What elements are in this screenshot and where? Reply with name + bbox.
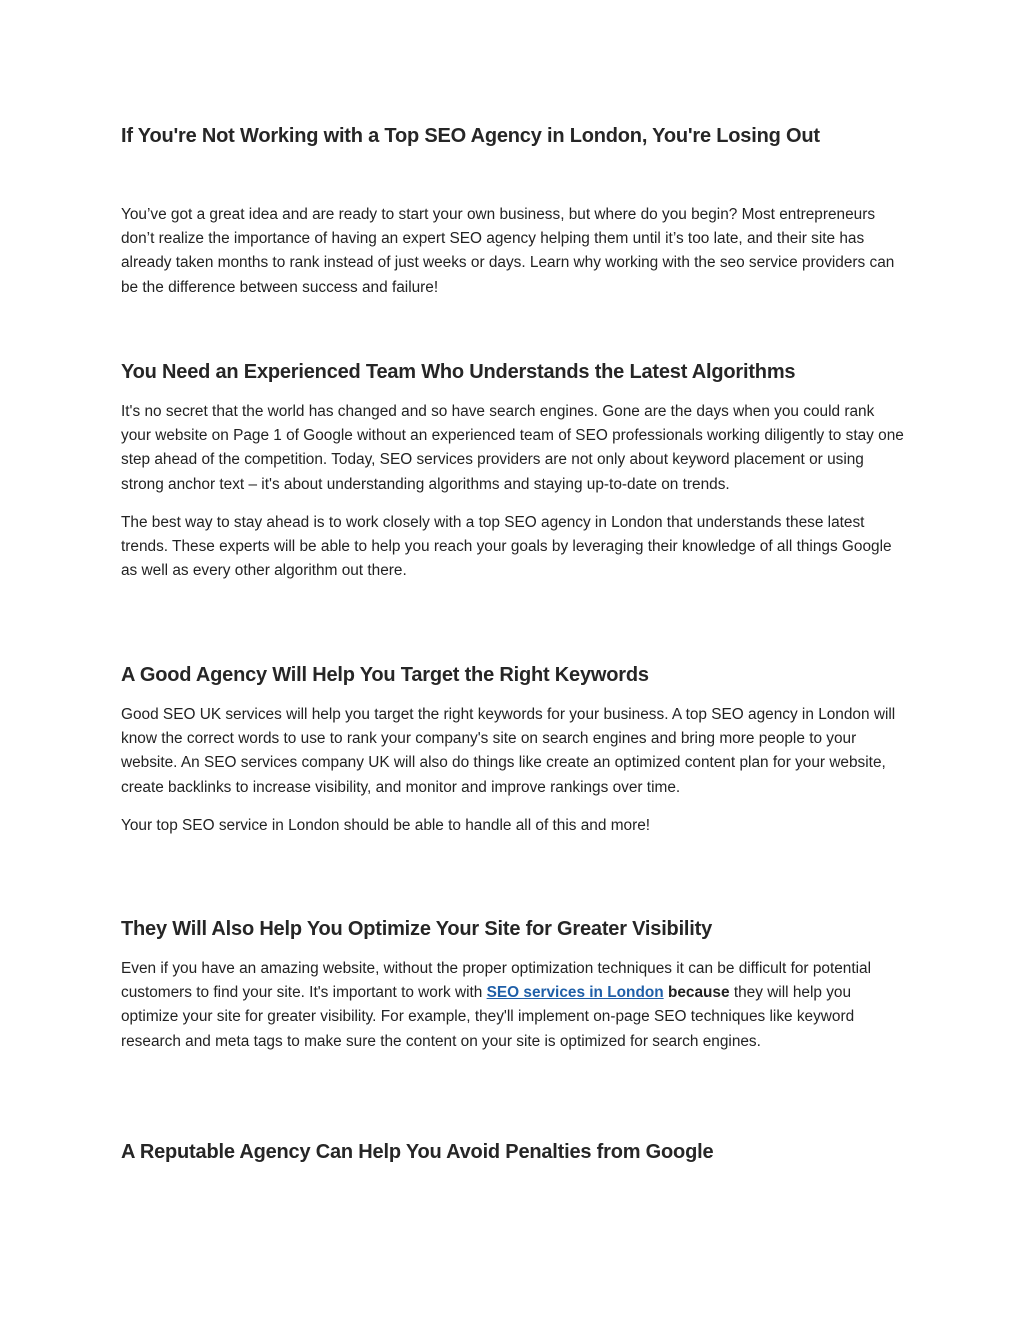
section-keywords bbox=[121, 662, 906, 838]
section-heading-algorithms: You Need an Experienced Team Who Understands the Latest Algorithms bbox=[121, 361, 796, 383]
section-penalties bbox=[121, 1139, 906, 1165]
bold-word: because bbox=[667, 984, 730, 1002]
section-heading-visibility: They Will Also Help You Optimize Your Site for Greater Visibility bbox=[121, 918, 713, 940]
intro-paragraph: You’ve got a great idea and are ready to start your own business, but where do you begin? Most entrepreneurs don’t realize the importance of having an expert SEO agency helping them until it’s too late, and their site has already taken months to rank instead of just weeks or days. Learn why working with the seo service providers can be the difference between success and failure! bbox=[121, 206, 895, 296]
section-keywords-paragraph-2: Your top SEO service in London should be able to handle all of this and more! bbox=[121, 816, 651, 834]
intro-block bbox=[121, 203, 906, 300]
paragraph-text-before-link: Even if you have an amazing website, without the proper optimization techniques it can be difficult for potential customers to find your site. It's important to work with bbox=[121, 960, 872, 1002]
seo-services-london-link[interactable]: SEO services in London bbox=[486, 984, 664, 1002]
section-heading-keywords: A Good Agency Will Help You Target the Right Keywords bbox=[121, 664, 649, 686]
section-visibility-paragraph bbox=[121, 957, 906, 1054]
section-heading-penalties: A Reputable Agency Can Help You Avoid Penalties from Google bbox=[121, 1141, 714, 1163]
section-algorithms-paragraph-2: The best way to stay ahead is to work closely with a top SEO agency in London that understands these latest trends. These experts will be able to help you reach your goals by leveraging their knowledge of all things Google as well as every other algorithm out there. bbox=[121, 513, 892, 580]
page-title: If You're Not Working with a Top SEO Agency in London, You're Losing Out bbox=[121, 125, 820, 147]
section-keywords-paragraph-1: Good SEO UK services will help you target the right keywords for your business. A top SEO agency in London will know the correct words to use to rank your company's site on search engines and bring more people to your website. An SEO services company UK will also do things like create an optimized content plan for your website, create backlinks to increase visibility, and monitor and improve rankings over time. bbox=[121, 706, 896, 796]
section-algorithms-paragraph-1: It's no secret that the world has changed and so have search engines. Gone are the days when you could rank your website on Page 1 of Google without an experienced team of SEO professionals working diligently to stay one step ahead of the competition. Today, SEO services providers are not only about keyword placement or using strong anchor text – it's about understanding algorithms and staying up-to-date on trends. bbox=[121, 403, 904, 493]
section-visibility bbox=[121, 916, 906, 1054]
section-algorithms bbox=[121, 359, 906, 583]
paragraph-text-after-link: they will help you optimize your site for greater visibility. For example, they'll implement on-page SEO techniques like keyword research and meta tags to make sure the content on your site is optimized for search engines. bbox=[121, 984, 855, 1050]
